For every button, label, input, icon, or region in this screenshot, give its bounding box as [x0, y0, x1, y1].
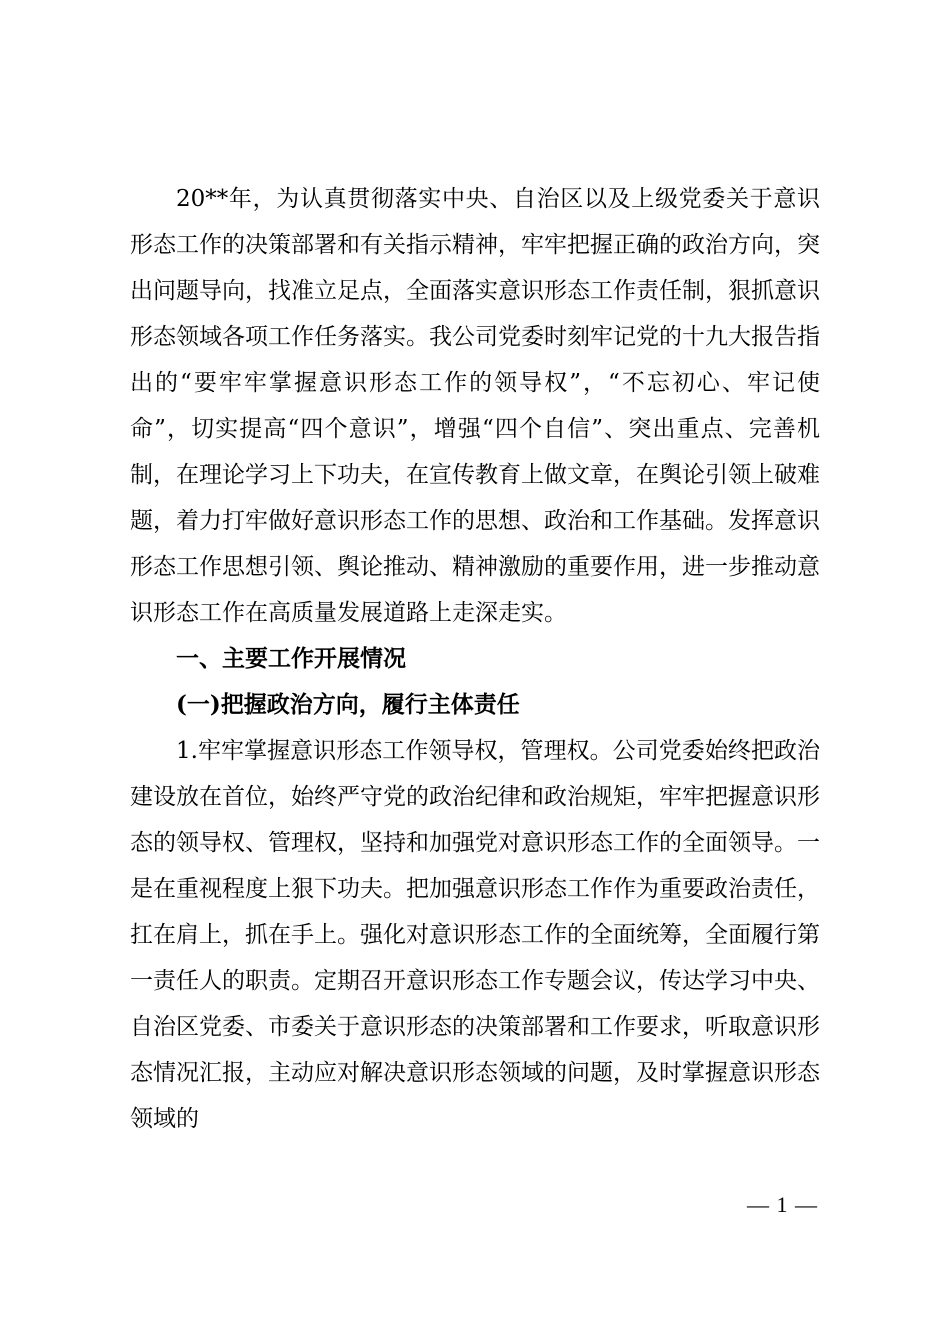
- document-body: [130, 176, 820, 1142]
- intro-paragraph: 20**年，为认真贯彻落实中央、自治区以及上级党委关于意识形态工作的决策部署和有关指示精神，牢牢把握正确的政治方向，突出问题导向，找准立足点，全面落实意识形态工作责任制，狠抓意识形态领域各项工作任务落实。我公司党委时刻牢记党的十九大报告指出的“要牢牢掌握意识形态工作的领导权”，“不忘初心、牢记使命”，切实提高“四个意识”，增强“四个自信”、突出重点、完善机制，在理论学习上下功夫，在宣传教育上做文章，在舆论引领上破难题，着力打牢做好意识形态工作的思想、政治和工作基础。发挥意识形态工作思想引领、舆论推动、精神激励的重要作用，进一步推动意识形态工作在高质量发展道路上走深走实。: [130, 186, 820, 626]
- subsection-heading: (一)把握政治方向，履行主体责任: [176, 691, 520, 718]
- page-number: — 1 —: [747, 1192, 818, 1217]
- section-heading: 一、主要工作开展情况: [176, 646, 406, 672]
- item-paragraph: 1.牢牢掌握意识形态工作领导权，管理权。公司党委始终把政治建设放在首位，始终严守党的政治纪律和政治规矩，牢牢把握意识形态的领导权、管理权，坚持和加强党对意识形态工作的全面领导。一是在重视程度上狠下功夫。把加强意识形态工作作为重要政治责任，扛在肩上，抓在手上。强化对意识形态工作的全面统筹，全面履行第一责任人的职责。定期召开意识形态工作专题会议，传达学习中央、自治区党委、市委关于意识形态的决策部署和工作要求，听取意识形态情况汇报，主动应对解决意识形态领域的问题，及时掌握意识形态领域的: [130, 738, 820, 1132]
